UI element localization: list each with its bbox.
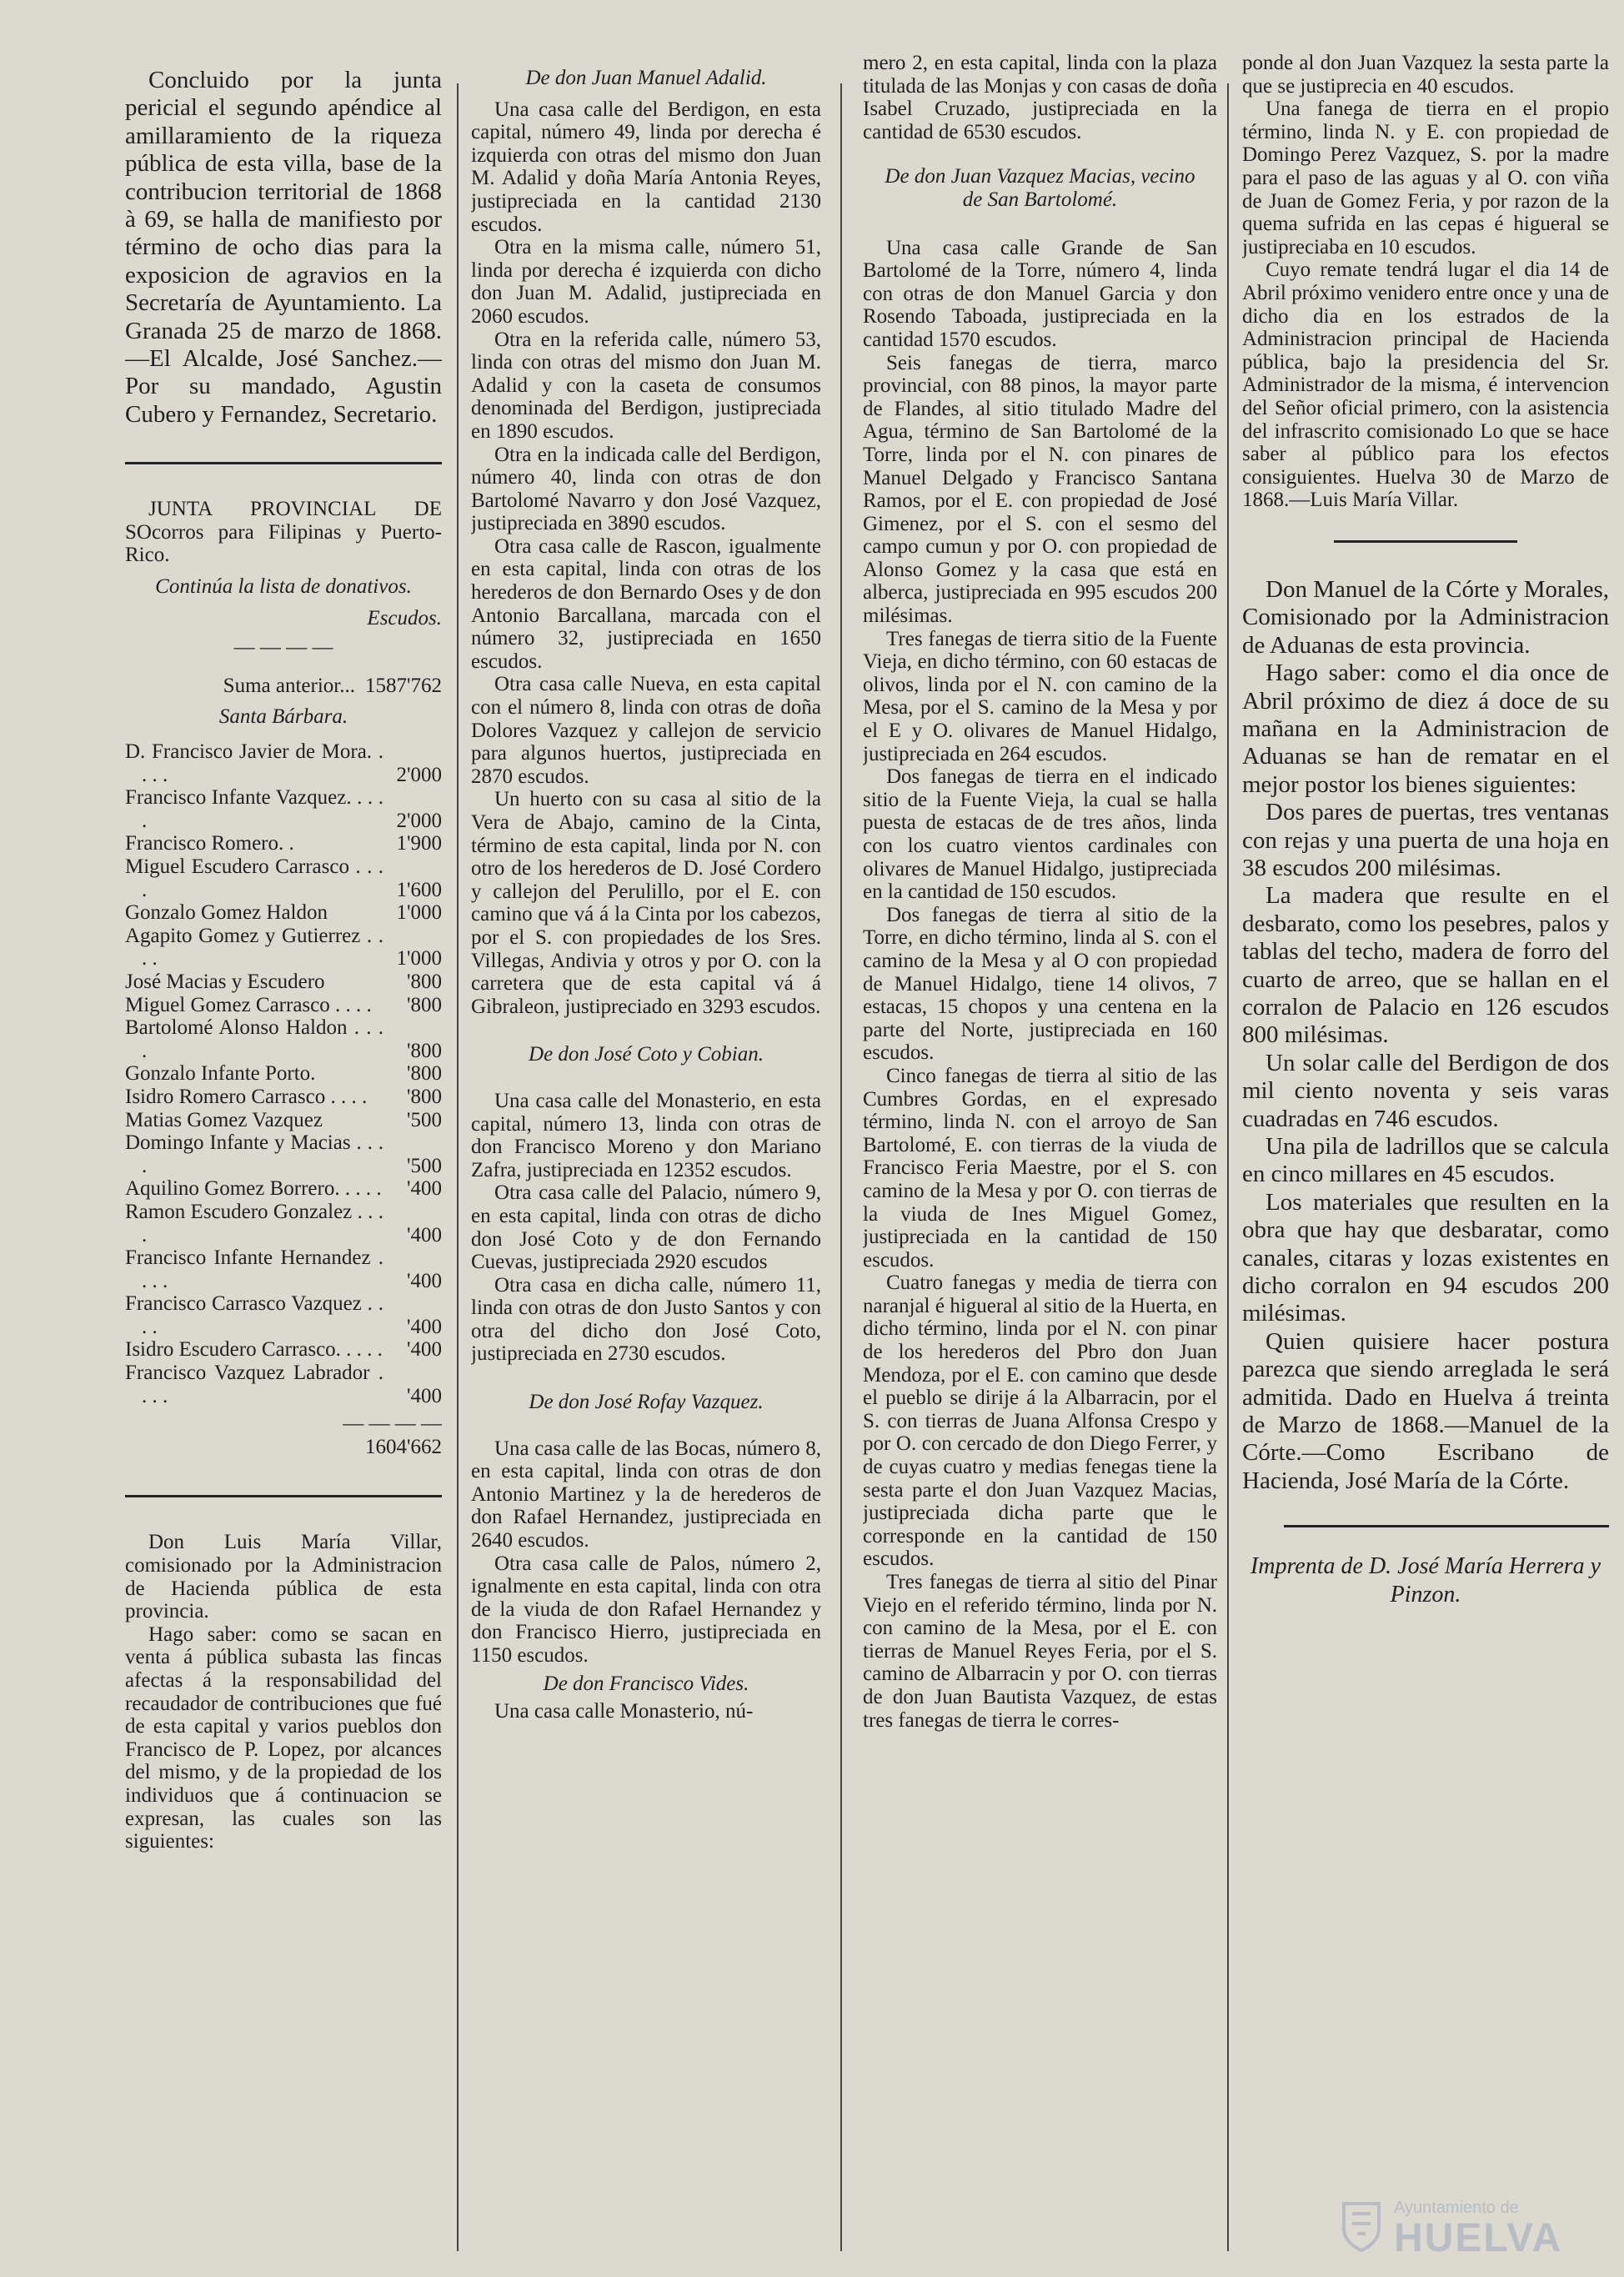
property-entry: Una casa calle de las Bocas, número 8, en esta capital, linda con otras de don Antonio Martinez y la de herederos de don Rafael Hernandez, justipreciada en 2640 escudos. [471, 1437, 821, 1552]
property-entry: Cinco fanegas de tierra al sitio de las Cumbres Gordas, en el expresado término, linda N. con el arroyo de San Bartolomé, E. con tierras de la viuda de Francisco Feria Maestre, por el S. con camino de la Mesa y por O. con tierras de la viuda de Ines Miguel Gomez, justipreciada en la cantidad de 150 escudos. [863, 1064, 1217, 1271]
corte-intro: Don Manuel de la Córte y Morales, Comisionado por la Administracion de Aduanas de esta provincia. [1242, 575, 1609, 659]
suma-label: Suma anterior... [223, 674, 355, 697]
donor-name: Bartolomé Alonso Haldon . . . . [125, 1016, 383, 1062]
property-entry: Una casa calle del Monasterio, en esta capital, número 13, linda con otras de don Francisco Moreno y don Mariano Zafra, justipreciada en 12352 escudos. [471, 1089, 821, 1181]
donor-name: Francisco Infante Vazquez. . . . . [125, 786, 383, 832]
donor-amount: '400 [406, 1338, 442, 1362]
property-entry: Otra casa calle Nueva, en esta capital con el número 8, linda con otras de doña Dolores Vazquez y callejon de servicio para algunos huertos, justipreciada en 2870 escudos. [471, 673, 821, 788]
donor-row [125, 832, 442, 855]
donor-row [125, 855, 442, 901]
donor-row [125, 1131, 442, 1177]
watermark-line2: HUELVA [1394, 2216, 1563, 2260]
donor-name: Isidro Romero Carrasco . . . . [125, 1085, 368, 1108]
donor-row [125, 786, 442, 832]
column-3 [863, 0, 1217, 2277]
donor-amount: '400 [406, 1223, 442, 1246]
donor-name: Gonzalo Gomez Haldon [125, 901, 328, 925]
donor-name: Isidro Escudero Carrasco. . . . . [125, 1338, 383, 1362]
property-entry: Dos fanegas de tierra al sitio de la Torre, en dicho término, linda al S. con el camino de la Mesa y al O con propiedad de Manuel Hidalgo, tiene 14 olivos, 7 estacas, 15 chopos y una centena en la parte del Norte, justipreciada en 160 escudos. [863, 903, 1217, 1065]
corte-paragraph: Los materiales que resulten en la obra que hay que desbaratar, como canales, citaras y lozas existentes en dicho corralon en 94 escudos 200 milésimas. [1242, 1188, 1609, 1327]
property-entry: Un huerto con su casa al sitio de la Vera de Abajo, camino de la Cinta, término de esta capital, linda por N. con otro de los herederos de D. José Cordero y callejon del Perulillo, por el E. con camino que vá á la Cinta por los cabezos, por el S. con propiedades de los Sres. Villegas, Andivia y otros y por O. con la carretera que de esta capital vá á Gibraleon, justipreciado en 3293 escudos. [471, 788, 821, 1018]
donor-amount: '800 [406, 1039, 442, 1062]
corte-paragraph: Quien quisiere hacer postura parezca que siendo arreglada le será admitida. Dado en Huelva á treinta de Marzo de 1868.—Manuel de la Córte.—Como Escribano de Hacienda, José María de la Córte. [1242, 1327, 1609, 1494]
property-entry: Tres fanegas de tierra al sitio del Pinar Viejo en el referido término, linda por N. con camino de la Mesa, por el E. con tierras de Manuel Reyes Feria, por el S. camino de Albarracin y por O. con tierras de don Juan Bautista Vazquez, de estas tres fanegas de tierra le corres- [863, 1571, 1217, 1732]
continua-heading: Continúa la lista de donativos. [155, 575, 412, 599]
corte-paragraph: Un solar calle del Berdigon de dos mil ciento noventa y seis varas cuadradas en 746 escudos. [1242, 1049, 1609, 1132]
donor-name: Matias Gomez Vazquez [125, 1108, 323, 1131]
donor-name: Domingo Infante y Macias . . . . [125, 1131, 383, 1177]
donor-name: D. Francisco Javier de Mora. . . . . [125, 740, 383, 786]
imprenta-footer: Imprenta de D. José María Herrera y Pinzon. [1250, 1553, 1601, 1608]
donor-row [125, 1109, 442, 1132]
parish-heading: Santa Bárbara. [218, 705, 348, 729]
property-entry: Otra casa calle de Rascon, igualmente en esta capital, linda con otras de los herederos de don Bernardo Oses y de don Antonio Barcallana, marcada con el número 32, justipreciada en 1650 escudos. [471, 534, 821, 673]
column-4 [1242, 0, 1609, 2277]
donor-row [125, 925, 442, 970]
donor-amount: '400 [406, 1177, 442, 1201]
villar-intro: Don Luis María Villar, comisionado por la Administracion de Hacienda pública de esta provincia. [125, 1531, 442, 1623]
donor-row [125, 1062, 442, 1086]
donor-amount: 2'000 [396, 763, 442, 786]
section-divider [1334, 540, 1517, 543]
donor-name: Miguel Escudero Carrasco . . . . [125, 855, 383, 901]
amillaramiento-notice: Concluido por la junta pericial el segundo apéndice al amillaramiento de la riqueza pública de esta villa, base de la contribucion territorial de 1868 à 69, se halla de manifiesto por término de ocho dias para la exposicion de agravios en la Secretaría de Ayuntamiento. La Granada 25 de marzo de 1868.—El Alcalde, José Sanchez.—Por su mandado, Agustin Cubero y Fernandez, Secretario. [125, 67, 442, 428]
donor-name: Francisco Infante Hernandez . . . . [125, 1246, 383, 1292]
property-entry: Una fanega de tierra en el propio término, linda N. y E. con propiedad de Domingo Perez Vazquez, S. por la madre para el paso de las aguas y al O. con viña de Juan de Gomez Feria, y por razon de la quema sufrida en las cepas é higueral se justipreciaba en 10 escudos. [1242, 98, 1609, 258]
donor-amount: '500 [406, 1108, 442, 1131]
section-divider [125, 1495, 442, 1497]
escudos-heading: Escudos. [367, 606, 442, 629]
dash-rule: — — — — [343, 1412, 442, 1436]
column-2 [471, 0, 821, 2277]
donor-name: Francisco Vazquez Labrador . . . . [125, 1362, 383, 1407]
property-entry: Dos fanegas de tierra en el indicado sitio de la Fuente Vieja, la cual se halla puesta de estacas de de tres años, linda con los cuatro vientos cardinales con olivares de Manuel Hidalgo, justipreciada en la cantidad de 150 escudos. [863, 765, 1217, 904]
archive-watermark [1341, 2194, 1591, 2260]
suma-value: 1587'762 [364, 674, 442, 697]
property-entry: Seis fanegas de tierra, marco provincial, con 88 pinos, la mayor parte de Flandes, al sitio titulado Madre del Agua, término de San Bartolomé de la Torre, linda por el N. con pinares de Manuel Delgado y Francisco Santana Ramos, por el E. con propiedad de José Gimenez, por el S. con el sesmo del campo cumun y por O. con propiedad de Alonso Gomez y la casa que está en alberca, justipreciada en 995 escudos 200 milésimas. [863, 351, 1217, 628]
donor-name: Aquilino Gomez Borrero. . . . . [125, 1177, 382, 1201]
section-heading-rofay: De don José Rofay Vazquez. [529, 1391, 764, 1414]
property-entry: Otra en la indicada calle del Berdigon, número 40, linda con otras de don Bartolomé Navarro y don José Vazquez, justipreciada en 3890 escudos. [471, 443, 821, 535]
donor-row [125, 970, 442, 994]
donor-row [125, 1086, 442, 1109]
section-divider [125, 462, 442, 464]
donations-total: 1604'662 [364, 1435, 442, 1458]
property-entry: Otra en la misma calle, número 51, linda por derecha é izquierda con dicho don Juan M. Adalid, justipreciada en 2060 escudos. [471, 236, 821, 328]
donor-amount: '400 [406, 1269, 442, 1292]
corte-paragraph: Dos pares de puertas, tres ventanas con rejas y una puerta de una hoja en 38 escudos 200 milésimas. [1242, 799, 1609, 881]
donor-amount: '800 [406, 970, 442, 993]
dash-rule: — — — — [233, 636, 333, 660]
donor-row [125, 1338, 442, 1362]
donor-row [125, 1016, 442, 1062]
donor-name: Gonzalo Infante Porto. [125, 1062, 316, 1086]
column-rule-3 [1227, 83, 1229, 2251]
donor-row [125, 1201, 442, 1246]
property-entry: ponde al don Juan Vazquez la sesta parte la que se justiprecia en 40 escudos. [1242, 52, 1609, 98]
donor-amount: '500 [406, 1154, 442, 1177]
section-heading-coto: De don José Coto y Cobian. [529, 1043, 764, 1066]
property-entry: Otra en la referida calle, número 53, linda con otras del mismo don Juan M. Adalid y con la caseta de consumos denominada del Berdigon, justipreciada en 1890 escudos. [471, 328, 821, 443]
column-1 [125, 0, 442, 2277]
donor-row [125, 1362, 442, 1407]
property-entry: Cuatro fanegas y media de tierra con naranjal é higueral al sitio de la Huerta, en dicho término, linda por el N. con pinar de los herederos del Pbro don Juan Mendoza, por el E. con camino que desde el pueblo se dirije á la Albarracin, por el S. con tierras de Juana Alfonsa Crespo y por O. con cercado de don Diego Ferrer, y de cuyas cuatro y medias fenegas tiene la sesta parte el don Juan Vazquez Macias, justipreciada dicha parte que le corresponde en la cantidad de 150 escudos. [863, 1271, 1217, 1571]
donor-row [125, 1292, 442, 1338]
donor-row [125, 1246, 442, 1292]
property-entry: mero 2, en esta capital, linda con la plaza titulada de las Monjas y con casas de doña Isabel Cruzado, justipreciada en la cantidad de 6530 escudos. [863, 52, 1217, 143]
donor-amount: 1'000 [396, 947, 442, 970]
donor-name: José Macias y Escudero [125, 970, 325, 993]
donor-row [125, 994, 442, 1017]
property-entry: Otra casa calle del Palacio, número 9, en esta capital, linda con otras de dicho don José Coto y de don Fernando Cuevas, justipreciada 2920 escudos [471, 1181, 821, 1274]
auction-notice: Cuyo remate tendrá lugar el dia 14 de Abril próximo venidero entre once y una de dicho dia en los estrados de la Administracion principal de Hacienda pública, bajo la presidencia del Sr. Administrador de la misma, é intervencion del Señor oficial primero, con la asistencia del infrascrito comisionado Lo que se hace saber al público para los efectos consiguientes. Huelva 30 de Marzo de 1868.—Luis María Villar. [1242, 258, 1609, 512]
donor-amount: '800 [406, 1085, 442, 1108]
section-heading-vazquez-macias: De don Juan Vazquez Macias, vecino de San Bartolomé. [885, 165, 1195, 211]
corte-notice [1242, 576, 1609, 1495]
property-entry: Otra casa calle de Palos, número 2, ignalmente en esta capital, linda con otra de la viuda de don Rafael Hernandez y don Francisco Hierro, justipreciada en 1150 escudos. [471, 1552, 821, 1667]
donor-name: Ramon Escudero Gonzalez . . . . [125, 1200, 383, 1246]
donor-amount: 2'000 [396, 809, 442, 832]
section-divider [1284, 1525, 1609, 1527]
villar-notice: Hago saber: como se sacan en venta á pública subasta las fincas afectas á la responsabilidad del recaudador de contribuciones que fué de esta capital y varios pueblos don Francisco de P. Lopez, por alcances del mismo, y de la propiedad de los individuos que á continuacion se expresan, las cuales son las siguientes: [125, 1622, 442, 1853]
property-entry: Una casa calle del Berdigon, en esta capital, número 49, linda por derecha é izquierda con otras del mismo don Juan M. Adalid y doña María Antonia Reyes, justipreciada en la cantidad 2130 escudos. [471, 98, 821, 236]
donor-row [125, 1177, 442, 1201]
column-rule-2 [840, 83, 842, 2251]
property-entry: Otra casa en dicha calle, número 11, linda con otras de don Justo Santos y con otra del dicho don José Coto, justipreciada en 2730 escudos. [471, 1273, 821, 1366]
property-entry: Tres fanegas de tierra sitio de la Fuente Vieja, en dicho término, con 60 estacas de olivos, linda por el N. con camino de la Mesa, por el S. camino de la Mesa y por el E y O. olivares de Manuel Hidalgo, justipreciada en 264 escudos. [863, 627, 1217, 765]
watermark-line1: Ayuntamiento de [1394, 2199, 1519, 2217]
donor-amount: 1'600 [396, 878, 442, 901]
donor-row [125, 740, 442, 786]
donor-amount: 1'900 [396, 832, 442, 855]
donor-amount: 1'000 [396, 901, 442, 925]
property-entry: Una casa calle Grande de San Bartolomé de la Torre, número 4, linda con otras de don Manuel Garcia y don Rosendo Taboada, justipreciada en la cantidad 1570 escudos. [863, 236, 1217, 351]
suma-anterior-row [125, 675, 442, 698]
section-heading-adalid: De don Juan Manuel Adalid. [525, 67, 767, 89]
donor-amount: '800 [406, 1062, 442, 1086]
shield-icon [1341, 2200, 1382, 2252]
donor-name: Francisco Carrasco Vazquez . . . . [125, 1292, 383, 1338]
donor-name: Agapito Gomez y Gutierrez . . . . [125, 924, 383, 970]
corte-paragraph: Hago saber: como el dia once de Abril próximo de diez á doce de su mañana en la Administracion de Aduanas se han de rematar en el mejor postor los bienes siguientes: [1242, 660, 1609, 798]
junta-title: JUNTA PROVINCIAL DE SOcorros para Filipinas y Puerto-Rico. [125, 498, 442, 567]
donor-amount: '400 [406, 1384, 442, 1407]
section-heading-vides: De don Francisco Vides. [543, 1672, 749, 1695]
donor-name: Miguel Gomez Carrasco . . . . [125, 993, 372, 1016]
donor-row [125, 901, 442, 925]
corte-paragraph: La madera que resulte en el desbarato, como los pesebres, palos y tablas del techo, madera de forro del cuarto de arreo, que se hallan en el corralon de Palacio en 126 escudos 800 milésimas. [1242, 882, 1609, 1049]
donor-name: Francisco Romero. . [125, 832, 294, 855]
donor-amount: '800 [406, 993, 442, 1016]
corte-paragraph: Una pila de ladrillos que se calcula en cinco millares en 45 escudos. [1242, 1133, 1609, 1188]
column-rule-1 [457, 83, 459, 2251]
donor-list [125, 740, 442, 1407]
property-entry: Una casa calle Monasterio, nú- [494, 1700, 754, 1723]
donor-amount: '400 [406, 1315, 442, 1338]
